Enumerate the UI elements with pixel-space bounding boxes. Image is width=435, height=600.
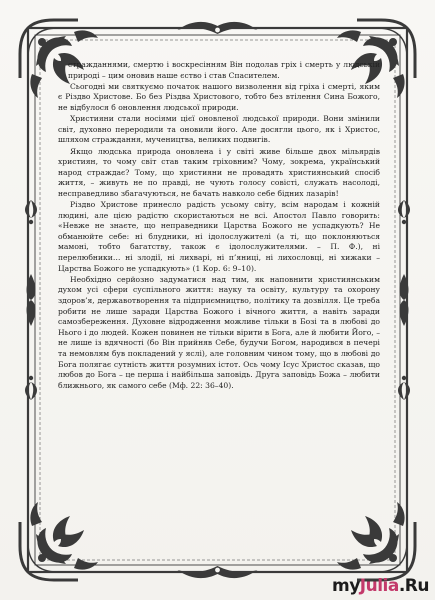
- paragraph: Різдво Христове принесло радість усьому світу, всім народам і кожній людині, але цією радістю скористаються не всі. Апостол Павло говорить: «Невже не знаєте, що неправедники Царства Божого не успадкують? Не обманюйте себе: ні блудники, ні ідолослужителі (а ті, що поклоняються мамоні, тобто багатству, також є ідолослужителями. – П. Ф.), ні перелюбники… ні злодії, ні лихварі, ні п’яниці, ні лихословці, ні хижаки – Царства Божого не успадкують» (1 Кор. 6: 9–10).: [58, 200, 380, 273]
- paragraph-continuation: стражданнями, смертю і воскресінням Він подолав гріх і смерть у людській природі – цим оновив наше єство і став Спасителем.: [68, 60, 380, 80]
- watermark-accent: Julia: [359, 576, 399, 596]
- paragraph: Сьогодні ми святкуємо початок нашого визволення від гріха і смерті, яким є Різдво Христове. Бо без Різдва Христового, тобто без втілення Сина Божого, не відбулося б оновлення людської природи.: [58, 81, 380, 112]
- paragraph: Християни стали носіями цієї оновленої людської природи. Вони змінили світ, духовно переродили та оновили його. Але досягли цього, як і Христос, шляхом страждання, мучеництва, великих подвигів.: [58, 114, 380, 145]
- watermark-suffix: .Ru: [398, 576, 429, 596]
- watermark-prefix: my: [331, 576, 360, 596]
- paragraph: Якщо людська природа оновлена і у світі живе більше двох мільярдів християн, то чому світ став таким гріховним? Чому, зокрема, український народ страждає? Тому, що християни не провадять християнський спосіб життя, – живуть не по правді, не чують голосу совісті, служать насолоді, несправедливо збагачуються, не бачать навколо себе бідних лазарів!: [58, 146, 380, 198]
- site-watermark: [332, 576, 429, 596]
- body-text: [58, 60, 380, 540]
- paragraph: Необхідно серйозно задуматися над тим, як наповнити християнським духом усі сфери суспільного життя: науку та освіту, культуру та охорону здоров’я, державотворення та підприємництво, політику та дозвілля. Це треба робити не лише заради Царства Божого і вічного життя, а навіть заради самозбереження. Духовне відродження можливе тільки в Бозі та в любові до Нього і до людей. Кожен повинен не тільки вірити в Бога, але й любити Його, – не лише із вдячності (бо Він прийняв Себе, будучи Богом, народився в печері та немовлям був покладений у яслі), але головним чином тому, що в любові до Бога полягає сутність життя розумних істот. Ось чому Ісус Христос сказав, що любов до Бога – це перша і найбільша заповідь. Друга заповідь Божа – любити ближнього, як самого себе (Мф. 22: 36–40).: [58, 274, 380, 390]
